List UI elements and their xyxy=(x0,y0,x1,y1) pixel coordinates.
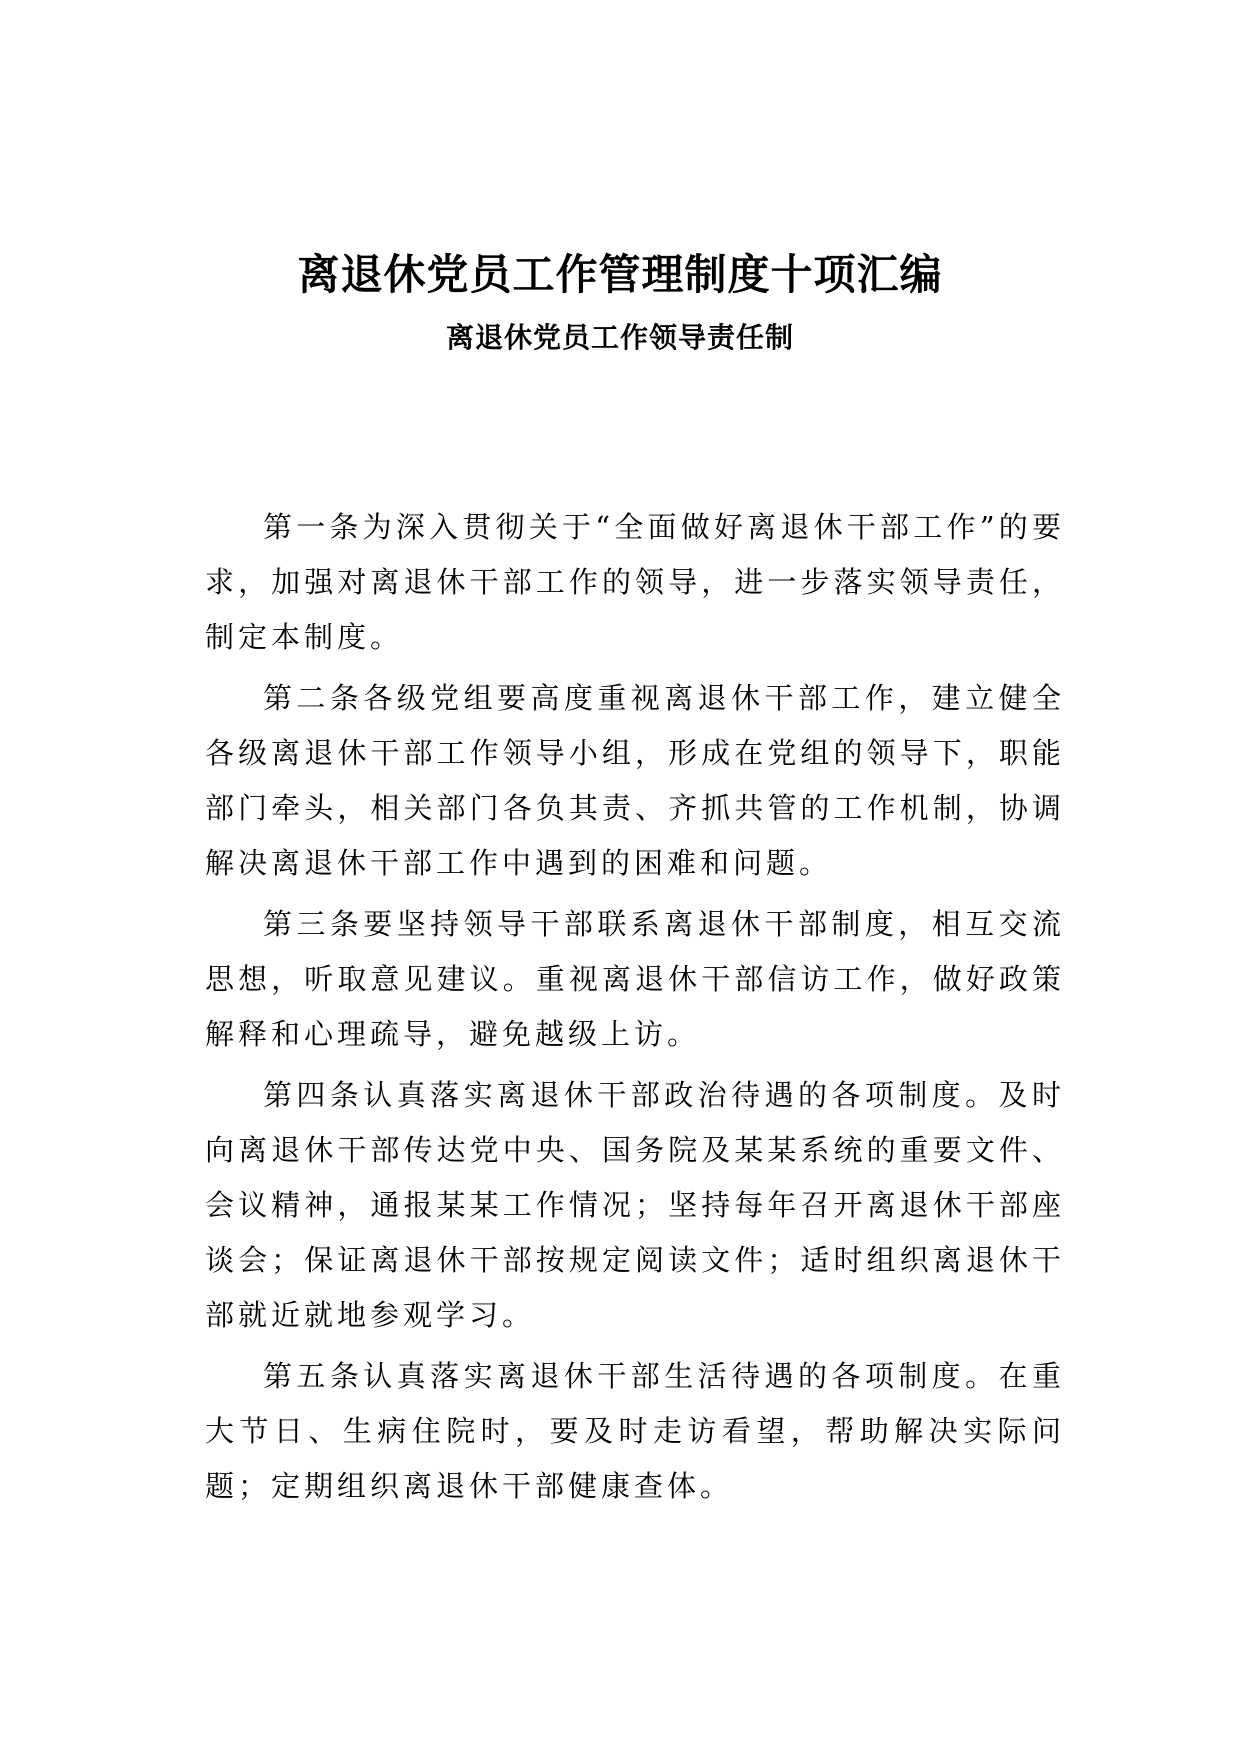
document-title: 离退休党员工作管理制度十项汇编 xyxy=(297,250,943,299)
document-body xyxy=(205,500,1065,1520)
article-paragraph-1: 第一条为深入贯彻关于“全面做好离退休干部工作”的要求，加强对离退休干部工作的领导，进一步落实领导责任，制定本制度。 xyxy=(205,510,1065,654)
article-paragraph-5: 第五条认真落实离退休干部生活待遇的各项制度。在重大节日、生病住院时，要及时走访看望，帮助解决实际问题；定期组织离退休干部健康查体。 xyxy=(205,1359,1065,1503)
article-paragraph-2: 第二条各级党组要高度重视离退休干部工作，建立健全各级离退休干部工作领导小组，形成在党组的领导下，职能部门牵头，相关部门各负其责、齐抓共管的工作机制，协调解决离退休干部工作中遇到的困难和问题。 xyxy=(205,681,1065,880)
article-paragraph-3: 第三条要坚持领导干部联系离退休干部制度，相互交流思想，听取意见建议。重视离退休干部信访工作，做好政策解释和心理疏导，避免越级上访。 xyxy=(205,907,1065,1051)
document-subtitle: 离退休党员工作领导责任制 xyxy=(445,321,794,354)
article-paragraph-4: 第四条认真落实离退休干部政治待遇的各项制度。及时向离退休干部传达党中央、国务院及某某系统的重要文件、会议精神，通报某某工作情况；坚持每年召开离退休干部座谈会；保证离退休干部按规定阅读文件；适时组织离退休干部就近就地参观学习。 xyxy=(205,1078,1065,1332)
